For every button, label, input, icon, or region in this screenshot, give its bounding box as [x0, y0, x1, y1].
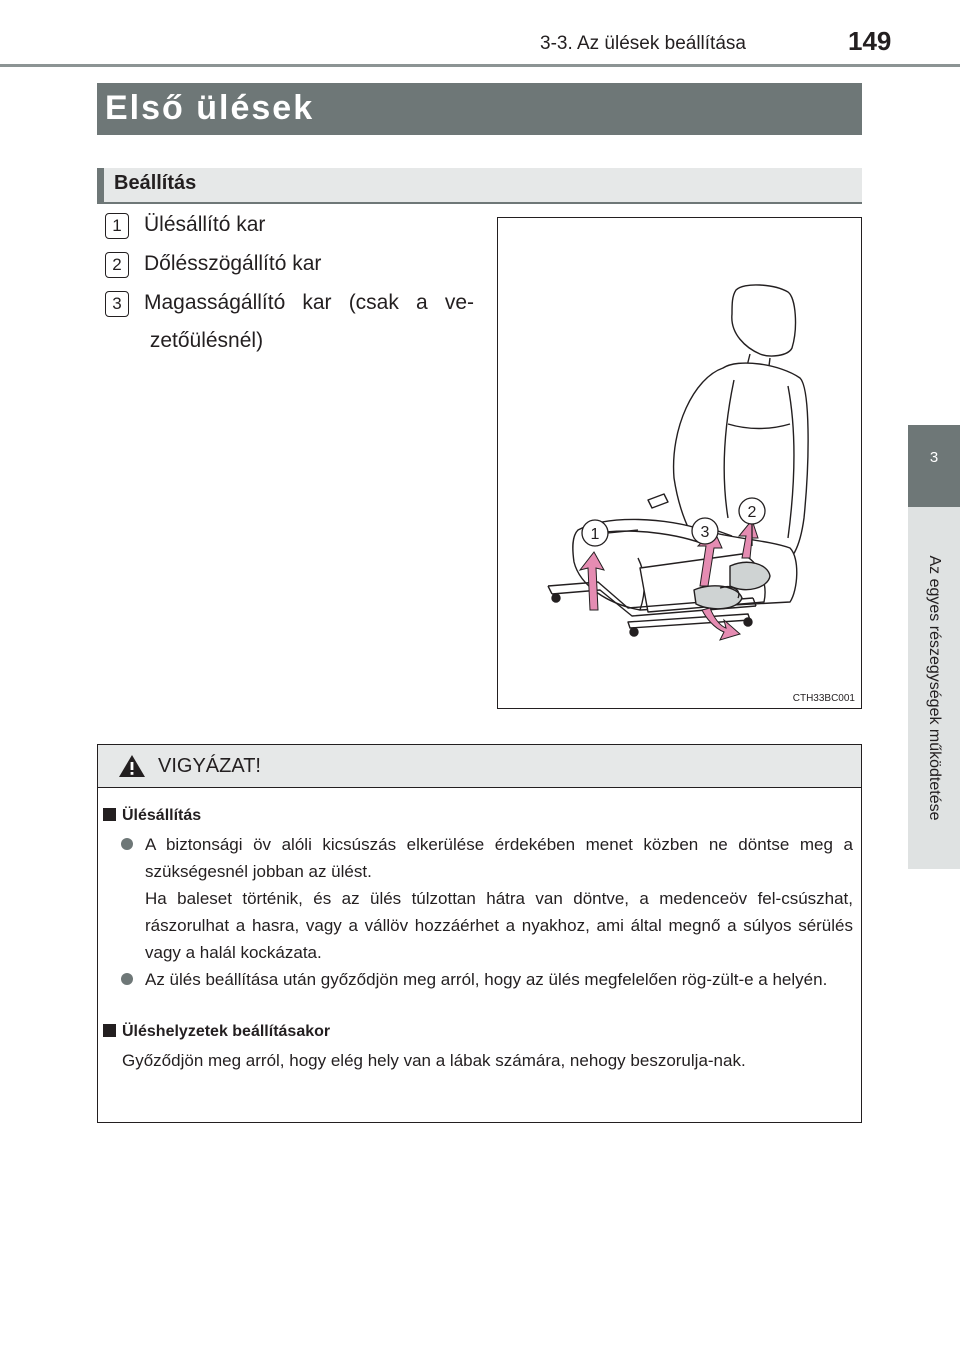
chapter-tab — [908, 425, 960, 507]
warning-paragraph: Az ülés beállítása után győződjön meg arról, hogy az ülés megfelelően rög-zült-e a helyén. — [145, 970, 828, 989]
warning-heading-text: Üléshelyzetek beállításakor — [122, 1023, 331, 1040]
item-text: Ülésállító kar — [144, 213, 266, 236]
item-number-badge: 1 — [105, 213, 129, 239]
warning-bullet-text — [145, 966, 853, 993]
item-text: Magasságállító kar (csak a ve- zetőülésnél) — [144, 291, 474, 352]
subsection-marker — [97, 168, 104, 202]
warning-heading-text: Ülésállítás — [122, 807, 202, 824]
warning-header — [98, 745, 861, 788]
subsection-title: Beállítás — [114, 172, 197, 194]
page-number: 149 — [848, 26, 892, 56]
warning-section-heading — [103, 807, 201, 825]
warning-box — [97, 744, 862, 1123]
item-number-badge: 3 — [105, 291, 129, 317]
item-number-badge: 2 — [105, 252, 129, 278]
warning-bullet-text — [145, 831, 853, 966]
warning-paragraph: A biztonsági öv alóli kicsúszás elkerülése érdekében menet közben ne döntse meg a szükségesnél jobban az ülést. — [145, 835, 853, 881]
warning-title: VIGYÁZAT! — [158, 755, 261, 777]
square-bullet-icon — [103, 1024, 116, 1037]
warning-triangle-icon — [118, 754, 146, 778]
bullet-dot-icon — [121, 973, 133, 985]
item-text: Dőlésszögállító kar — [144, 252, 322, 275]
warning-paragraph: Győződjön meg arról, hogy elég hely van a lábak számára, nehogy beszorulja-nak. — [122, 1051, 746, 1070]
seat-drawing — [498, 218, 861, 708]
figure-code: CTH33BC001 — [792, 693, 855, 704]
chapter-number: 3 — [929, 449, 939, 466]
header-rule — [0, 64, 960, 67]
warning-paragraph: Ha baleset történik, és az ülés túlzottan hátra van döntve, a medenceöv fel-csúszhat, rászorulhat a hasra, vagy a vállöv hozzáérhet a nyakhoz, ami által megnő a súlyos sérülés vagy a halál kockázata. — [145, 889, 853, 962]
section-title: Első ülések — [105, 89, 315, 127]
subsection-header — [97, 168, 862, 204]
callout-1-label: 1 — [590, 526, 600, 543]
callout-3-label: 3 — [700, 524, 710, 541]
callout-2-label: 2 — [747, 504, 757, 521]
bullet-dot-icon — [121, 838, 133, 850]
warning-section-heading — [103, 1023, 330, 1041]
section-banner — [97, 83, 862, 135]
running-header-title: 3-3. Az ülések beállítása — [540, 33, 746, 54]
square-bullet-icon — [103, 808, 116, 821]
seat-illustration — [497, 217, 862, 709]
chapter-title-vertical: Az egyes részegységek működtetése — [926, 555, 943, 821]
